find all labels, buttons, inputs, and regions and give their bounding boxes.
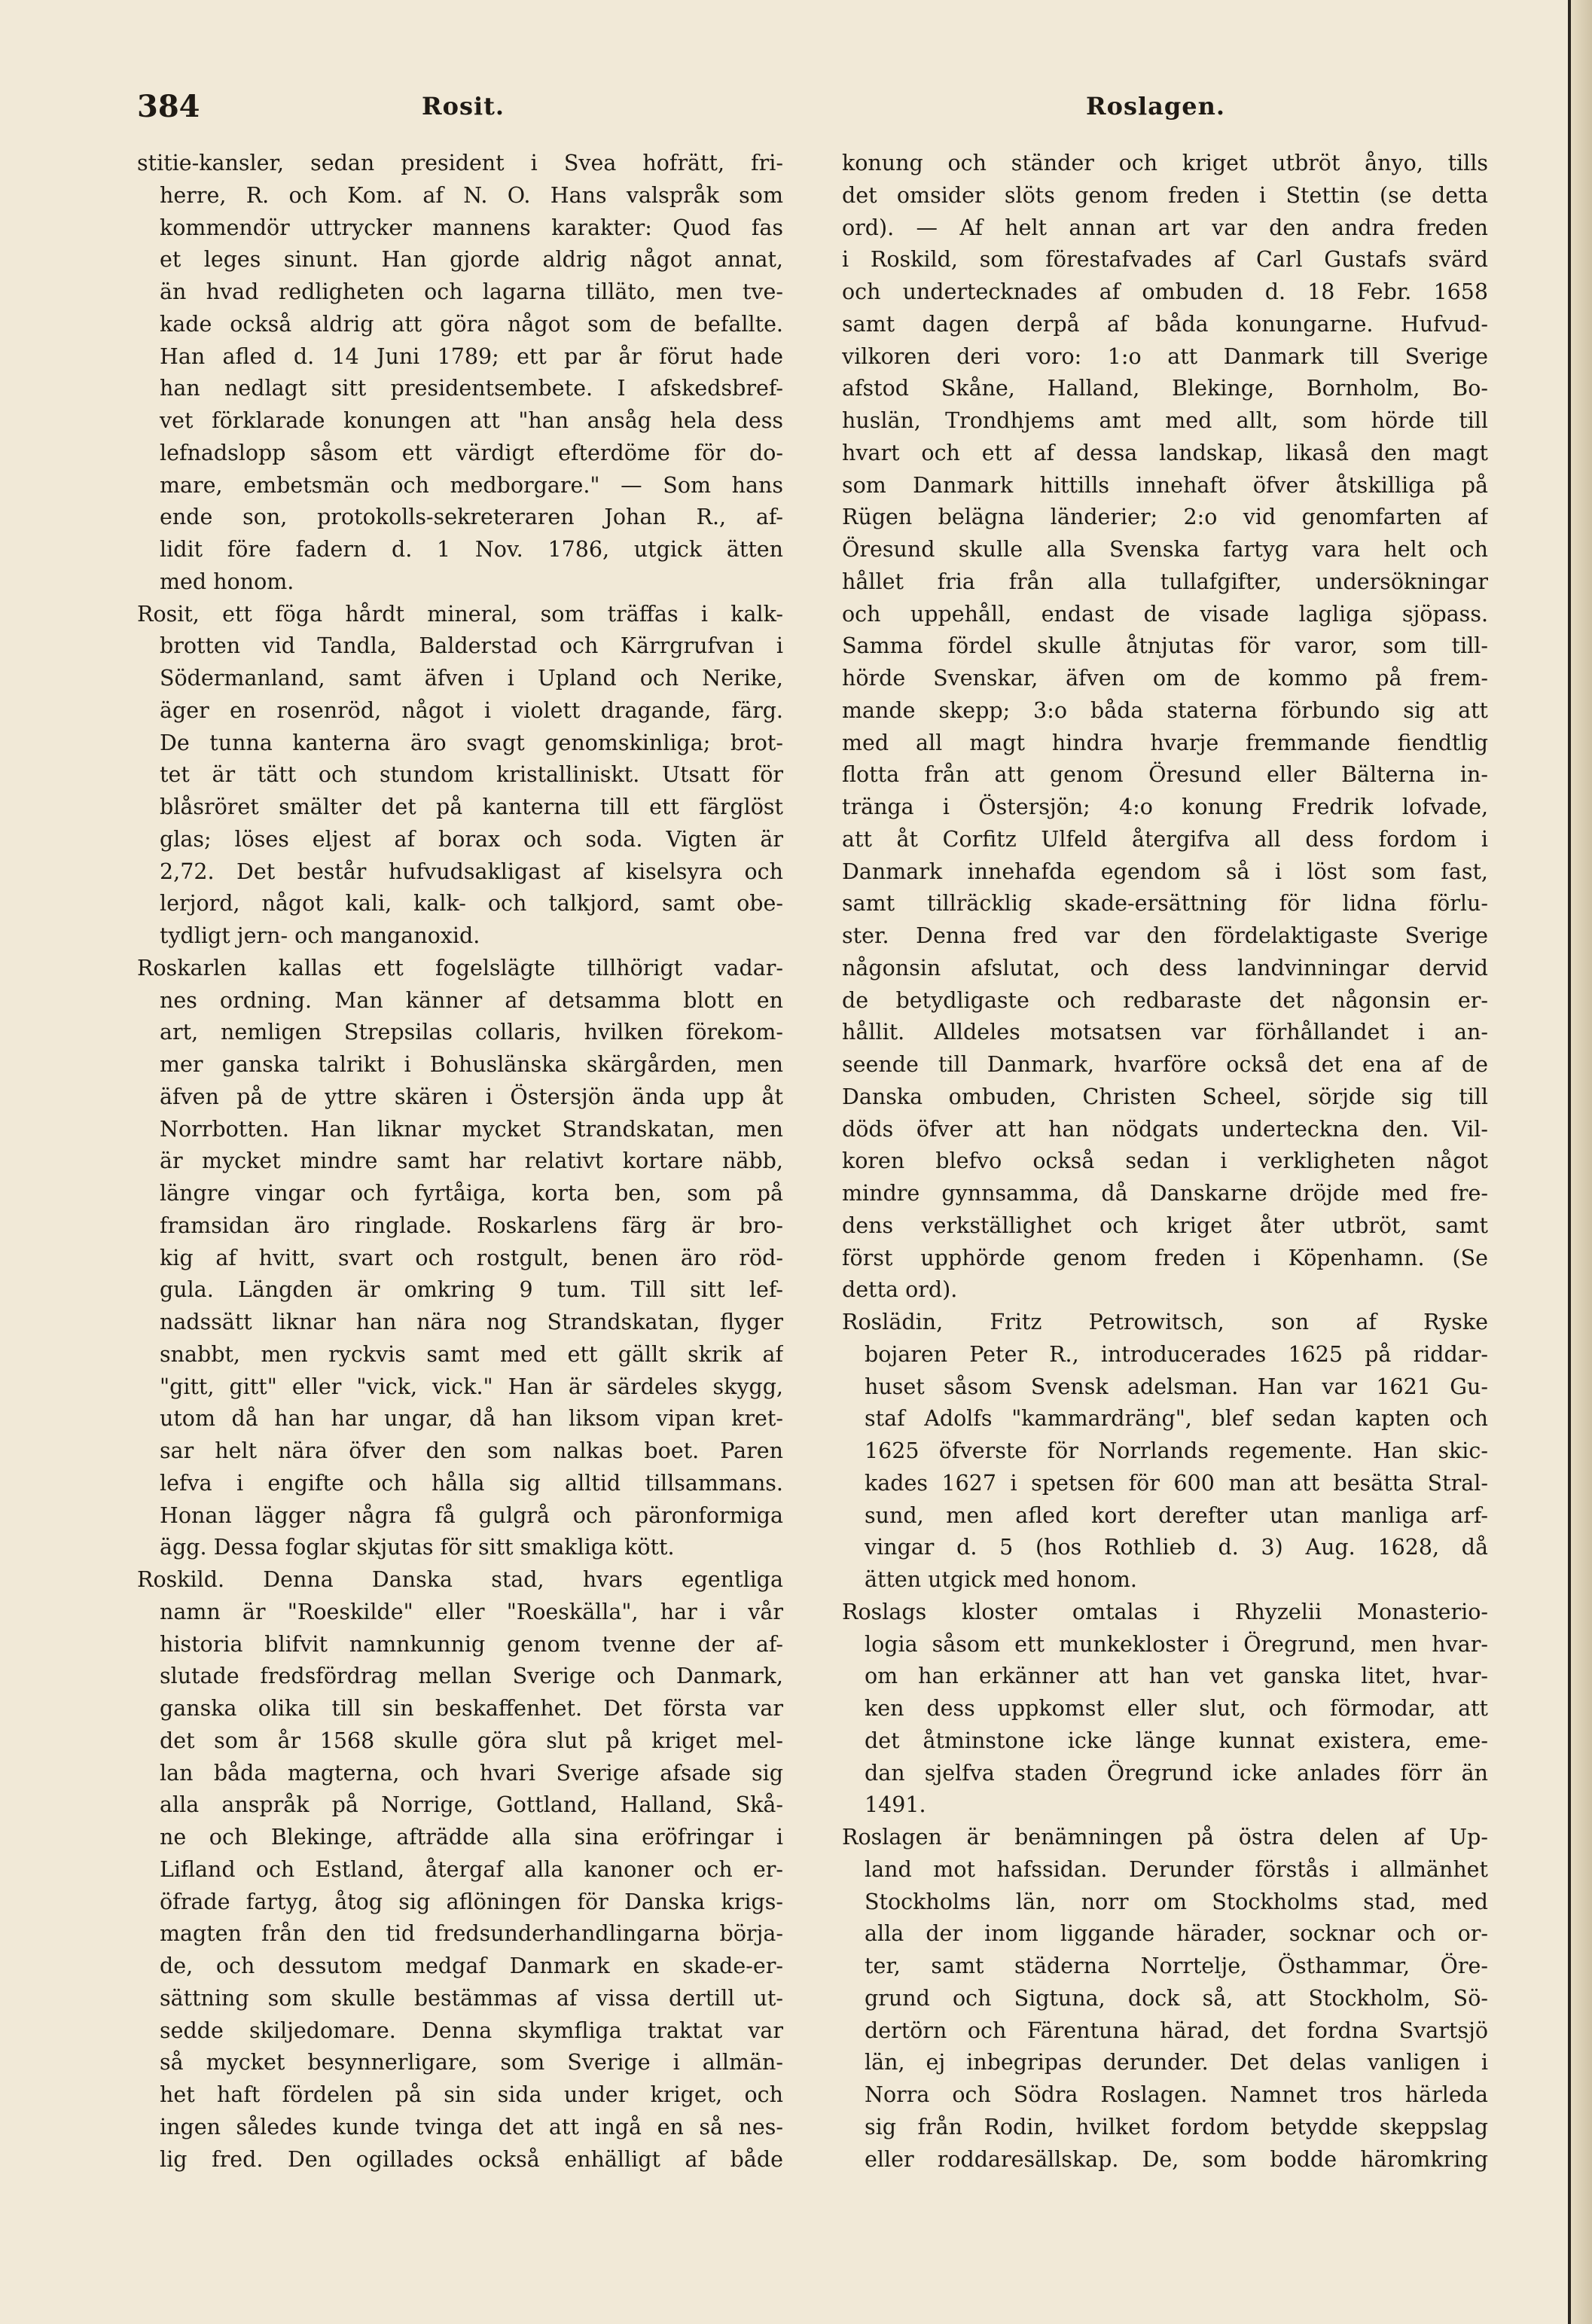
text-line: vet förklarade konungen att "han ansåg hela dess bbox=[160, 408, 783, 433]
text-line: med honom. bbox=[160, 569, 294, 594]
text-line: brotten vid Tandla, Balderstad och Kärrgrufvan i bbox=[160, 633, 783, 659]
text-line: det omsider slöts genom freden i Stettin (se detta bbox=[842, 182, 1488, 208]
text-line: samt tillräcklig skade-ersättning för lidna förlu- bbox=[842, 891, 1488, 916]
text-line: som Danmark hittills innehaft öfver åtskilliga på bbox=[842, 472, 1488, 498]
text-line: huslän, Trondhjems amt med allt, som hörde till bbox=[842, 408, 1488, 433]
text-line: et leges sinunt. Han gjorde aldrig något annat, bbox=[160, 247, 783, 273]
page-header bbox=[120, 89, 1491, 134]
text-line: koren blefvo också sedan i verkligheten något bbox=[842, 1148, 1488, 1174]
text-line: hållet fria från alla tullafgifter, undersökningar bbox=[842, 569, 1488, 594]
text-line: ingen således kunde tvinga det att ingå en så nes- bbox=[160, 2114, 783, 2139]
text-line: ken dess uppkomst eller slut, och förmodar, att bbox=[865, 1696, 1488, 1721]
text-line: mer ganska talrikt i Bohuslänska skärgården, men bbox=[160, 1052, 783, 1077]
text-line: Stockholms län, norr om Stockholms stad, med bbox=[865, 1889, 1488, 1914]
text-line: 1625 öfverste för Norrlands regemente. Han skic- bbox=[865, 1438, 1488, 1463]
text-line: bojaren Peter R., introducerades 1625 på riddar- bbox=[865, 1341, 1488, 1367]
text-line: dens verkställighet och kriget åter utbröt, samt bbox=[842, 1212, 1488, 1238]
text-line: logia såsom ett munkekloster i Öregrund, men hvar- bbox=[865, 1631, 1488, 1657]
text-line: Danmark innehafda egendom så i löst som fast, bbox=[842, 859, 1488, 884]
text-line: herre, R. och Kom. af N. O. Hans valspråk som bbox=[160, 182, 783, 208]
text-line: lidit före fadern d. 1 Nov. 1786, utgick ätten bbox=[160, 537, 783, 562]
text-line: längre vingar och fyrtåiga, korta ben, som på bbox=[160, 1181, 783, 1206]
text-line: tet är tätt och stundom kristalliniskt. Utsatt för bbox=[160, 762, 783, 788]
text-line: alla der inom liggande härader, socknar och or- bbox=[865, 1921, 1488, 1947]
text-line: 2,72. Det består hufvudsakligast af kiselsyra och bbox=[160, 859, 783, 884]
text-line: Danska ombuden, Christen Scheel, sörjde sig till bbox=[842, 1084, 1488, 1109]
text-line: snabbt, men ryckvis samt med ett gällt skrik af bbox=[160, 1341, 783, 1367]
text-line: ter, samt städerna Norrtelje, Östhammar, Öre- bbox=[865, 1953, 1488, 1978]
text-line: ganska olika till sin beskaffenhet. Det första var bbox=[160, 1696, 783, 1721]
text-line: Södermanland, samt äfven i Upland och Nerike, bbox=[160, 666, 783, 691]
text-line: huset såsom Svensk adelsman. Han var 1621 Gu- bbox=[865, 1374, 1488, 1399]
text-line: samt dagen derpå af båda konungarne. Hufvud- bbox=[842, 311, 1488, 337]
text-line: 1491. bbox=[865, 1792, 926, 1818]
text-line: än hvad redligheten och lagarna tilläto, men tve- bbox=[160, 279, 783, 304]
text-line: De tunna kanterna äro svagt genomskinliga; brot- bbox=[160, 730, 783, 755]
text-line: han nedlagt sitt presidentsembete. I afskedsbref- bbox=[160, 376, 783, 401]
text-line: blåsröret smälter det på kanterna till ett färglöst bbox=[160, 794, 783, 819]
text-line: vingar d. 5 (hos Rothlieb d. 3) Aug. 1628, då bbox=[865, 1535, 1488, 1560]
text-line: detta ord). bbox=[842, 1277, 958, 1303]
text-line: vilkoren deri voro: 1:o att Danmark till Sverige bbox=[842, 343, 1488, 369]
page-number: 384 bbox=[137, 89, 200, 124]
right-running-headword: Roslagen. bbox=[1086, 92, 1225, 120]
text-line: eller roddaresällskap. De, som bodde häromkring bbox=[865, 2146, 1488, 2172]
text-line: lerjord, något kali, kalk- och talkjord, samt obe- bbox=[160, 891, 783, 916]
text-line: ne och Blekinge, afträdde alla sina eröfringar i bbox=[160, 1825, 783, 1850]
text-line: Roslagen är benämningen på östra delen af Up- bbox=[842, 1825, 1488, 1850]
text-line: mindre gynnsamma, då Danskarne dröjde med fre- bbox=[842, 1181, 1488, 1206]
left-text-column bbox=[137, 148, 783, 2176]
text-line: mande skepp; 3:o båda staterna förbundo sig att bbox=[842, 697, 1488, 723]
text-line: nes ordning. Man känner af detsamma blott en bbox=[160, 987, 783, 1013]
text-line: i Roskild, som förestafvades af Carl Gustafs svärd bbox=[842, 247, 1488, 273]
text-line: slutade fredsfördrag mellan Sverige och Danmark, bbox=[160, 1664, 783, 1689]
text-line: Norrbotten. Han liknar mycket Strandskatan, men bbox=[160, 1116, 783, 1142]
text-line: äger en rosenröd, något i violett dragande, färg. bbox=[160, 697, 783, 723]
text-line: äfven på de yttre skären i Östersjön ända upp åt bbox=[160, 1084, 783, 1109]
text-line: konung och ständer och kriget utbröt ånyo, tills bbox=[842, 151, 1488, 175]
right-text-column bbox=[842, 148, 1488, 2176]
text-line: ende son, protokolls-sekreteraren Johan R., af- bbox=[160, 505, 783, 530]
text-line: med all magt hindra hvarje fremmande fiendtlig bbox=[842, 730, 1488, 755]
text-line: Honan lägger några få gulgrå och päronformiga bbox=[160, 1502, 783, 1528]
text-line: lan båda magterna, och hvari Sverige afsade sig bbox=[160, 1760, 783, 1786]
text-line: Samma fördel skulle åtnjutas för varor, som till- bbox=[842, 633, 1488, 659]
text-line: om han erkänner att han vet ganska litet, hvar- bbox=[865, 1664, 1488, 1689]
text-line: Roskarlen kallas ett fogelslägte tillhörigt vadar- bbox=[137, 955, 783, 981]
text-line: kades 1627 i spetsen för 600 man att besätta Stral- bbox=[865, 1470, 1488, 1496]
text-line: döds öfver att han nödgats underteckna den. Vil- bbox=[842, 1116, 1488, 1142]
text-line: framsidan äro ringlade. Roskarlens färg är bro- bbox=[160, 1212, 783, 1238]
text-line: alla anspråk på Norrige, Gottland, Halland, Skå- bbox=[160, 1792, 783, 1818]
text-line: land mot hafssidan. Derunder förstås i allmänhet bbox=[865, 1856, 1488, 1882]
text-line: art, nemligen Strepsilas collaris, hvilken förekom- bbox=[160, 1020, 783, 1045]
text-line: lefva i engifte och hålla sig alltid tillsammans. bbox=[160, 1470, 783, 1496]
text-line: grund och Sigtuna, dock så, att Stockholm, Sö- bbox=[865, 1985, 1488, 2011]
text-line: glas; löses eljest af borax och soda. Vigten är bbox=[160, 826, 783, 852]
text-line: lefnadslopp såsom ett värdigt efterdöme för do- bbox=[160, 440, 783, 465]
text-line: Rosit, ett föga hårdt mineral, som träffas i kalk- bbox=[137, 601, 783, 627]
text-line: nadssätt liknar han nära nog Strandskatan, flyger bbox=[160, 1310, 783, 1334]
text-line: tydligt jern- och manganoxid. bbox=[160, 923, 480, 948]
text-line: kommendör uttrycker mannens karakter: Quod fas bbox=[160, 215, 783, 240]
text-line: öfrade fartyg, åtog sig aflöningen för Danska krigs- bbox=[160, 1889, 783, 1914]
text-line: de betydligaste och redbaraste det någonsin er- bbox=[842, 987, 1488, 1013]
text-line: kade också aldrig att göra något som de befallte. bbox=[160, 311, 783, 337]
text-line: är mycket mindre samt har relativt kortare näbb, bbox=[160, 1148, 783, 1174]
text-line: historia blifvit namnkunnig genom tvenne der af- bbox=[160, 1631, 783, 1657]
text-line: Öresund skulle alla Svenska fartyg vara helt och bbox=[842, 537, 1488, 562]
text-line: ägg. Dessa foglar skjutas för sitt smakliga kött. bbox=[160, 1535, 675, 1560]
text-line: Norra och Södra Roslagen. Namnet tros härleda bbox=[865, 2082, 1488, 2107]
text-line: stitie-kansler, sedan president i Svea hofrätt, fri- bbox=[137, 151, 783, 175]
text-line: kig af hvitt, svart och rostgult, benen äro röd- bbox=[160, 1245, 783, 1270]
text-line: Lifland och Estland, återgaf alla kanoner och er- bbox=[160, 1856, 783, 1882]
text-line: ster. Denna fred var den fördelaktigaste Sverige bbox=[842, 923, 1488, 948]
text-line: dertörn och Färentuna härad, det fordna Svartsjö bbox=[865, 2017, 1488, 2043]
text-line: län, ej inbegripas derunder. Det delas vanligen i bbox=[865, 2050, 1488, 2075]
text-line: flotta från att genom Öresund eller Bälterna in- bbox=[842, 762, 1488, 788]
text-line: och undertecknades af ombuden d. 18 Febr. 1658 bbox=[842, 279, 1488, 304]
text-line: hållit. Alldeles motsatsen var förhållandet i an- bbox=[842, 1020, 1488, 1045]
text-line: lig fred. Den ogillades också enhälligt af både bbox=[160, 2146, 783, 2172]
text-line: ätten utgick med honom. bbox=[865, 1567, 1137, 1592]
text-line: afstod Skåne, Halland, Blekinge, Bornholm, Bo- bbox=[842, 376, 1488, 401]
text-line: magten från den tid fredsunderhandlingarna börja- bbox=[160, 1921, 783, 1947]
text-line: någonsin afslutat, och dess landvinningar dervid bbox=[842, 955, 1488, 981]
text-line: Roslädin, Fritz Petrowitsch, son af Ryske bbox=[842, 1310, 1488, 1334]
text-line: sar helt nära öfver den som nalkas boet. Paren bbox=[160, 1438, 783, 1463]
book-spine-edge bbox=[1568, 0, 1592, 2324]
text-line: tränga i Östersjön; 4:o konung Fredrik lofvade, bbox=[842, 794, 1488, 819]
text-line: sund, men afled kort derefter utan manliga arf- bbox=[865, 1502, 1488, 1528]
text-line: hvart och ett af dessa landskap, likaså den magt bbox=[842, 440, 1488, 465]
text-line: hörde Svenskar, äfven om de kommo på frem- bbox=[842, 666, 1488, 691]
text-line: Rügen belägna länderier; 2:o vid genomfarten af bbox=[842, 505, 1488, 530]
text-line: ord). — Af helt annan art var den andra freden bbox=[842, 215, 1488, 240]
text-line: sättning som skulle bestämmas af vissa dertill ut- bbox=[160, 1985, 783, 2011]
text-line: det åtminstone icke länge kunnat existera, eme- bbox=[865, 1728, 1488, 1753]
text-line: seende till Danmark, hvarföre också det ena af de bbox=[842, 1052, 1488, 1077]
text-line: Roskild. Denna Danska stad, hvars egentliga bbox=[137, 1567, 783, 1592]
left-running-headword: Rosit. bbox=[422, 92, 505, 120]
text-line: mare, embetsmän och medborgare." — Som hans bbox=[160, 472, 783, 498]
text-line: det som år 1568 skulle göra slut på kriget mel- bbox=[160, 1728, 783, 1753]
text-line: så mycket besynnerligare, som Sverige i allmän- bbox=[160, 2050, 783, 2075]
text-line: "gitt, gitt" eller "vick, vick." Han är särdeles skygg, bbox=[160, 1374, 783, 1399]
text-line: sedde skiljedomare. Denna skymfliga traktat var bbox=[160, 2017, 783, 2043]
text-line: staf Adolfs "kammardräng", blef sedan kapten och bbox=[865, 1406, 1488, 1432]
text-line: namn är "Roeskilde" eller "Roeskälla", har i vår bbox=[160, 1599, 783, 1624]
text-line: gula. Längden är omkring 9 tum. Till sitt lef- bbox=[160, 1277, 783, 1303]
text-line: först upphörde genom freden i Köpenhamn. (Se bbox=[842, 1245, 1488, 1270]
text-line: utom då han har ungar, då han liksom vipan kret- bbox=[160, 1406, 783, 1432]
text-line: Han afled d. 14 Juni 1789; ett par år förut hade bbox=[160, 343, 783, 369]
text-line: att åt Corfitz Ulfeld återgifva all dess fordom i bbox=[842, 826, 1488, 852]
text-line: de, och dessutom medgaf Danmark en skade-er- bbox=[160, 1953, 783, 1978]
text-line: sig från Rodin, hvilket fordom betydde skeppslag bbox=[865, 2114, 1488, 2139]
text-line: het haft fördelen på sin sida under kriget, och bbox=[160, 2082, 783, 2107]
text-line: Roslags kloster omtalas i Rhyzelii Monasterio- bbox=[842, 1599, 1488, 1624]
text-line: och uppehåll, endast de visade lagliga sjöpass. bbox=[842, 601, 1488, 627]
text-line: dan sjelfva staden Öregrund icke anlades förr än bbox=[865, 1760, 1488, 1786]
